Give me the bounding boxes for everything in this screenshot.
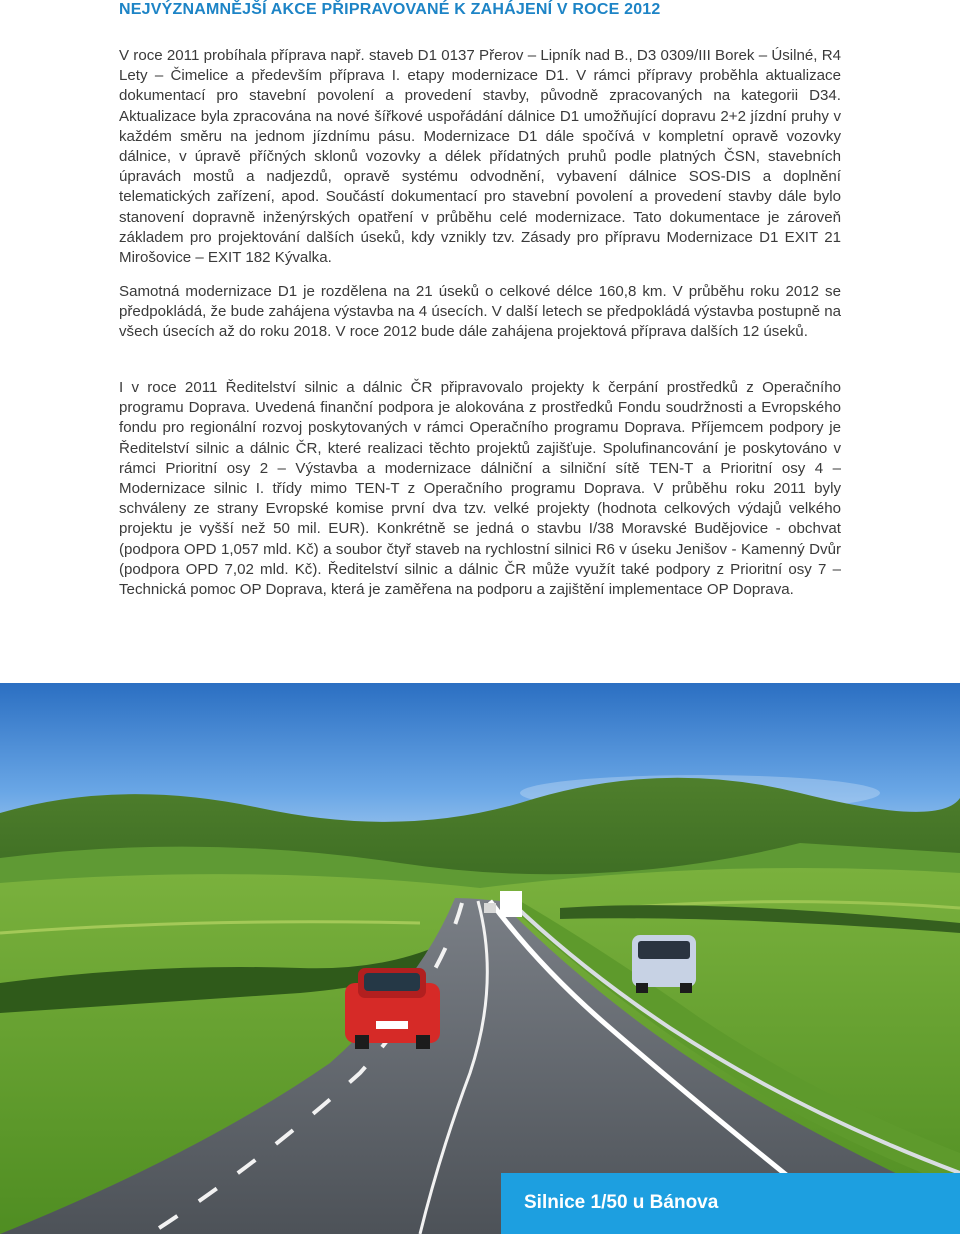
photo-caption: Silnice 1/50 u Bánova: [524, 1192, 719, 1213]
paragraph-d1-sections: Samotná modernizace D1 je rozdělena na 21 úseků o celkové délce 160,8 km. V průběhu roku 2012 se předpokládá, že bude zahájena výstavba na 4 úsecích. V další letech se předpokládá výstavba postupně na všech úsecích až do roku 2018. V roce 2012 bude dále zahájena projektová příprava dalších 12 úseků.: [119, 283, 841, 341]
highway-photo: [0, 683, 960, 1234]
paragraph-op-doprava: I v roce 2011 Ředitelství silnic a dálnic ČR připravovalo projekty k čerpání prostředků z Operačního programu Doprava. Uvedená finanční podpora je alokována z prostředků Fondu soudržnosti a Evropského fondu pro regionální rozvoj poskytovaných v rámci Operačního programu Doprava. Příjemcem podpory je Ředitelství silnic a dálnic ČR, které realizaci těchto projektů zajišťuje. Spolufinancování je poskytováno v rámci Prioritní osy 2 – Výstavba a modernizace dálniční a silniční sítě TEN-T a Prioritní osy 4 – Modernizace silnic I. třídy mimo TEN-T z Operačního programu Doprava. V průběhu roku 2011 byly schváleny ze strany Evropské komise první dva tzv. velké projekty (hodnota celkových výdajů velkého projektu je vyšší než 50 mil. EUR). Konkrétně se jedná o stavbu I/38 Moravské Budějovice - obchvat (podpora OPD 1,057 mld. Kč) a soubor čtyř staveb na rychlostní silnici R6 v úseku Jenišov - Kamenný Dvůr (podpora OPD 7,02 mld. Kč). Ředitelství silnic a dálnic ČR může využít také podpory z Prioritní osy 7 – Technická pomoc OP Doprava, která je zaměřena na podporu a zajištění implementace OP Doprava.: [119, 379, 841, 599]
photo-caption-box: [501, 1173, 960, 1234]
paragraph-d1-modernization: V roce 2011 probíhala příprava např. staveb D1 0137 Přerov – Lipník nad B., D3 0309/III Borek – Úsilné, R4 Lety – Čimelice a především příprava I. etapy modernizace D1. V rámci přípravy proběhla aktualizace dokumentací pro stavební povolení a provedení stavby, původně zpracovaných na kategorii D34. Aktualizace byla zpracována na nové šířkové uspořádání dálnice D1 umožňující dopravu 2+2 jízdní pruhy v každém směru na jednom jízdnímu pásu. Modernizace D1 dále spočívá v kompletní opravě vozovky dálnice, v úpravě příčných sklonů vozovky a délek přídatných pruhů podle platných ČSN, stavebních úpravách mostů a nadjezdů, opravě systému odvodnění, vybavení dálnice SOS-DIS a doplnění telematických zařízení, apod. Součástí dokumentací pro stavební povolení a provedení stavby dále bylo stanovení dopravně inženýrských opatření v průběhu celé modernizace. Tato dokumentace je zároveň základem pro projektování dalších úseků, kdy vznikly tzv. Zásady pro přípravu Modernizace D1 EXIT 21 Mirošovice – EXIT 182 Kývalka.: [119, 47, 841, 267]
page-heading: NEJVÝZNAMNĚJŠÍ AKCE PŘIPRAVOVANÉ K ZAHÁJENÍ V ROCE 2012: [119, 1, 661, 18]
